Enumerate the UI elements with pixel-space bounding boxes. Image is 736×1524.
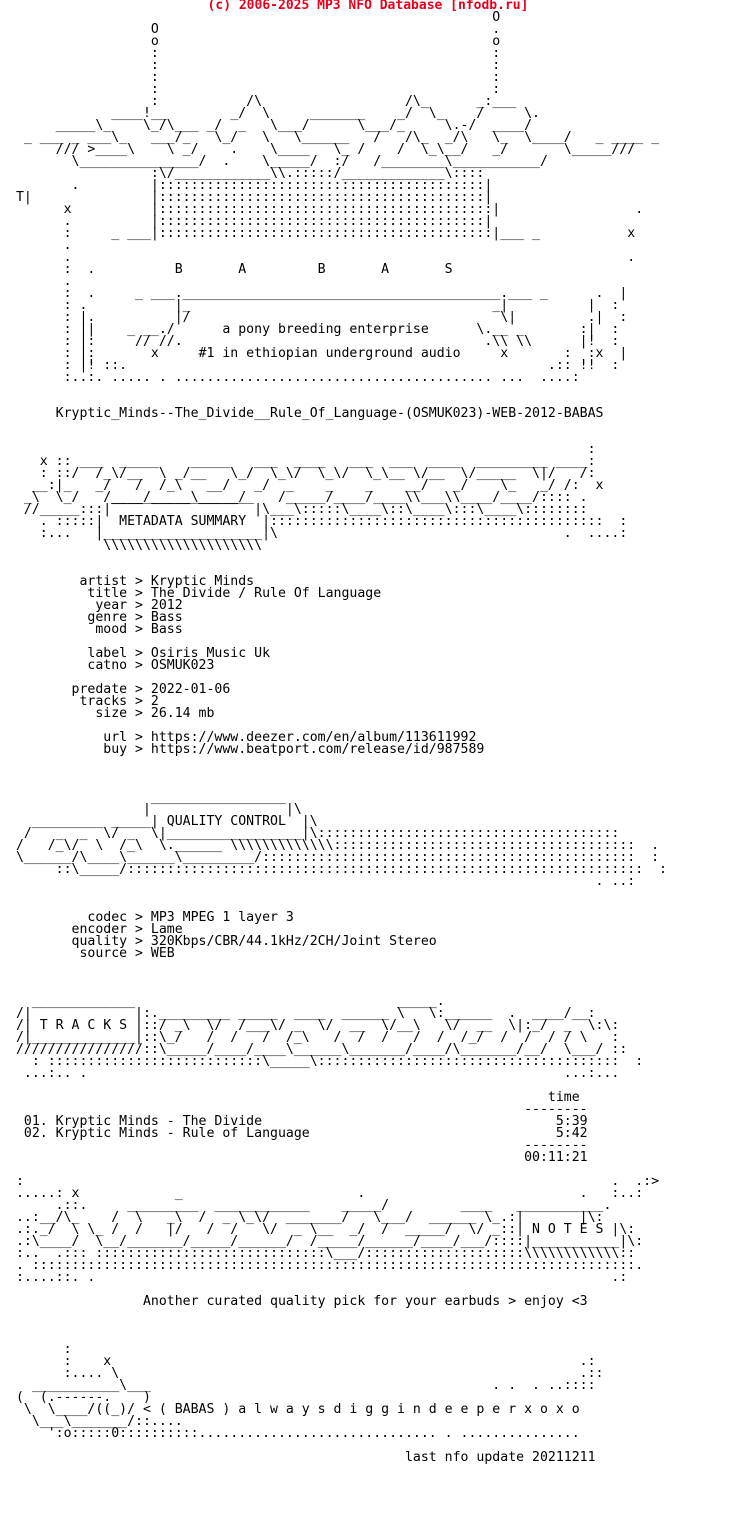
nfo-ascii-text: O O . o o : : : : : : : : : /\ /\_ _:___ ____!__ _/ \ _______ _/ \_ / \. _____\_ \_/\___ _/ _ \___/ \___/_ \.-/ ____/ _ ___ _ ___\_ ___/_ \_/ \ \______ / /\_ _/\ \_ \____/ _ ____ _ /// >____\ \ _/ . \____ \_ / / \_\__/ _/ \_____/// \_______________/ . \_____/ :/ /________\___________/ :\/____________\\.:::::/_____________\:::: . |:::::::::::::::::::::::::::::::::::::::::| T| |:::::::::::::::::::::::::::::::::::::::::| x |::::::::::::::::::::::::::::::::::::::::::| . . |:::::::::::::::::::::::::::::::::::::::::| : _ ___|::::::::::::::::::::::::::::::::::::::::::|___ _ x . . . : . B A B A S . : . _ ___.________________________________________.___ _ . | : . |_ _| | : : |. |/ \| .| : : || _ __./ a pony breeding enterprise \.__ _ :| : : |: // //. .\\ \\ |! : : |: x #1 in ethiopian underground audio x : :x | : |! ::. .:: !! : :..:. ..... . ........................................ ... ....: Kryptic_Minds--The_Divide__Rule_Of_Language-(OSMUK023)-WEB-2012-BABAS : x :: ___ _____ _____ ___ ____ ___ ___ ____ _________ ____: : ::/ /_\/__ \ _/__ \_/ \_\/ \_\/ \_\__ \/__ \/_____ \|/ /: __:|_ _/ / /_\ __/ _/ _ _ _ __/ _/ \_ _/ /: x _\ \_/ /____/_____\_____/ /_____/____/____\\___\\____/____/:::: . //_____:::|‾‾‾‾‾‾‾‾‾‾‾‾‾‾‾‾‾‾|\___\:::::\____\::\____\:::\____\:::::::: . :::::| METADATA SUMMARY |:::::::::::::::::::::::::::::::::::::::::: : :... |____________________|\ . ....: \\\\\\\\\\\\\\\\\\\\ artist > Kryptic Minds title > The Divide / Rule Of Language year > 2012 genre > Bass mood > Bass label > Osiris Music Uk catno > OSMUK023 predate > 2022-01-06 tracks > 2 size > 26.14 mb url > https://www.deezer.com/en/album/113611992 buy > https://www.beatport.com/release/id/987589 _________________ | |\ _________ _____| QUALITY CONTROL |\ / _ _ \/ _ \|_________________|\:::::::::::::::::::::::::::::::::::::: / /_\/ \ /_\ \.______ \\\\\\\\\\\\\:::::::::::::::::::::::::::::::::::::: . \______/\____\______\_________/::::::::::::::::::::::::::::::::::::::::::::::: : ::\_____/::::::::::::::::::::::::::::::::::::::::::::::::::::::::::::::::: : . ..: codec > MP3 MPEG 1 layer 3 encoder > Lame quality > 320Kbps/CBR/44.1kHz/2CH/Joint Stereo source > WEB _____________ _____. /| |:._________ _____ ____ ______ \ \:______ . ____/__: /| T R A C K S |::/ _\ \/ /___\/ _ \/ __ \/__\ \/ __ \|:_/ _ \:\: /|_____________|::\_/ / / / /_\ / / / / / /_/ / / / / \ : ////////////////::\_____/____/____\______\_______/____/\_______/__/ \___/ :: : :::::::::::::::::::::::::::\_____\:::::::::::::::::::::::::::::::::::::: : ...:.. . ...:... time -------- 01. Kryptic Minds - The Divide 5:39 02. Kryptic Minds - Rule of Language 5:42 -------- 00:11:21 : . .:> .....: x _ . . :..: .::. _________ ____________ _____/ ____ ___________. ..:__/\_ / \ _\ / _ \_\/ _______/ \___/ ______ \_.:| |\: .:._/ \ \_ / / |/ / / \/ _ \__ _/ / _____/ \/ _::| N O T E S |\: .:\____/ \__/_______/_____/______/ /_____/______/____/___/::::|___________|\: :.. .::: :::::::::::::::::::::::::::::\___/::::::::::::::::::::\\\\\\\\\\\\:: . ::::::::::::::::::::::::::::::::::::::::::::::::::::::::::::::::::::::::::::. :....::. . .: Another curated quality pick for your earbuds > enjoy <3 : : x .: :.... \ .:: ___________\___ . . . ..:::: ( (.------. ) \ \____/((_)/ < ( BABAS ) a l w a y s d i g g i n d e e p e r x o x o \___\_______/::.... ':o:::::0::::::::::.............................. . ............... last nfo update 20211211	[15, 10, 667, 1464]
source-credit: (c) 2006-2025 MP3 NFO Database [nfodb.ru]	[207, 0, 529, 13]
